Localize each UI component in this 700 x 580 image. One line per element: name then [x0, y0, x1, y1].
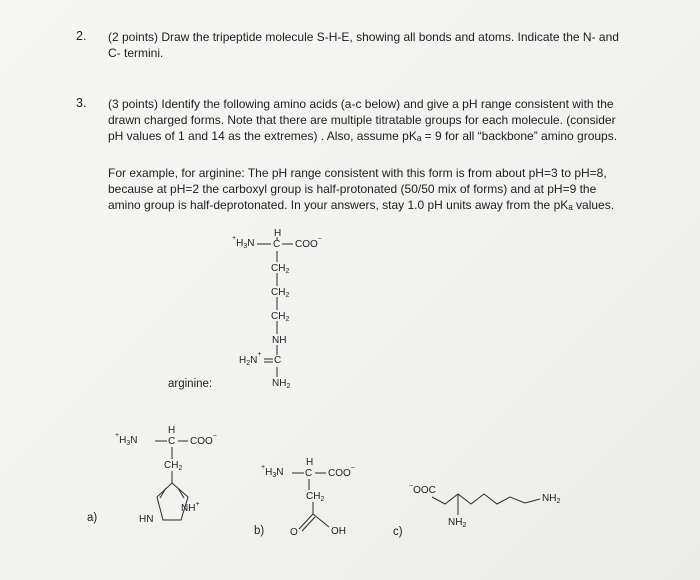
arginine-nh: NH — [272, 335, 287, 346]
a-ch2: $CH_2$ — [164, 460, 183, 472]
question-3-line: drawn charged forms. Note that there are multiple titratable groups for each molecule. (consider — [108, 113, 616, 127]
arginine-guanidino-carbon: C — [274, 355, 282, 366]
a-alpha-h: H — [168, 425, 176, 436]
arginine-ch2: $CH_2$ — [271, 311, 290, 323]
example-line: because at pH=2 the carboxyl group is half-protonated (50/50 mix of forms) and at pH=9 the — [108, 182, 597, 196]
arginine-nh2: $NH_2$ — [272, 378, 291, 390]
a-ring-hn: HN — [139, 514, 154, 525]
example-line: amino group is half-deprotonated. In your answers, stay 1.0 pH units away from the pKₐ values. — [108, 198, 615, 212]
plus-charge: + — [232, 235, 237, 242]
arginine-guanidinium-n: $H_2N^+$ — [239, 351, 262, 367]
arginine-label: arginine: — [168, 378, 213, 390]
arginine-amino-group: $^+H_3N$ — [232, 235, 255, 250]
b-ch2: $CH_2$ — [306, 491, 325, 503]
example-line: For example, for arginine: The pH range consistent with this form is from about pH=3 to pH=8, — [108, 166, 607, 180]
label-b: b) — [254, 525, 265, 537]
b-alpha-carbon: C — [305, 468, 313, 479]
b-c-oh-bond — [313, 514, 329, 527]
question-3-number: 3. — [76, 96, 87, 110]
b-carbonyl-o: O — [290, 527, 298, 538]
c-side-nh2: $NH_2$ — [448, 517, 467, 529]
arginine-alpha-h: H — [274, 228, 282, 239]
h-text: H — [236, 238, 244, 249]
arginine-alpha-carbon: C — [273, 239, 281, 250]
arginine-ch2: $CH_2$ — [271, 287, 290, 299]
question-2-number: 2. — [76, 29, 87, 43]
label-a: a) — [87, 512, 98, 524]
a-alpha-carbon: C — [168, 436, 176, 447]
c-carbon-chain — [432, 494, 540, 504]
minus-charge: − — [317, 236, 322, 243]
c-carboxylate: −OOC — [409, 483, 436, 496]
a-ring-nh-plus: NH+ — [181, 501, 200, 514]
a-amino-group: $^+H_3N$ — [115, 432, 138, 447]
c-terminal-nh2: $NH_2$ — [542, 493, 561, 505]
label-c: c) — [393, 526, 403, 538]
a-carboxylate: COO− — [190, 433, 217, 447]
question-2-line: C- termini. — [108, 46, 164, 60]
b-alpha-h: H — [306, 457, 314, 468]
question-3-line: (3 points) Identify the following amino acids (a-c below) and give a pH range consistent with the — [108, 97, 614, 111]
arginine-ch2: $CH_2$ — [271, 263, 290, 275]
b-hydroxyl: OH — [331, 526, 346, 537]
question-2-line: (2 points) Draw the tripeptide molecule S-H-E, showing all bonds and atoms. Indicate the N- and — [108, 30, 619, 44]
question-3-line: pH values of 1 and 14 as the extremes) . Also, assume pKₐ = 9 for all “backbone” amino groups. — [108, 129, 618, 143]
a-imidazole-ring — [157, 483, 188, 520]
b-carboxylate: COO− — [328, 465, 355, 479]
b-amino-group: $^+H_3N$ — [261, 464, 284, 479]
arginine-carboxylate: COO− — [295, 236, 322, 250]
